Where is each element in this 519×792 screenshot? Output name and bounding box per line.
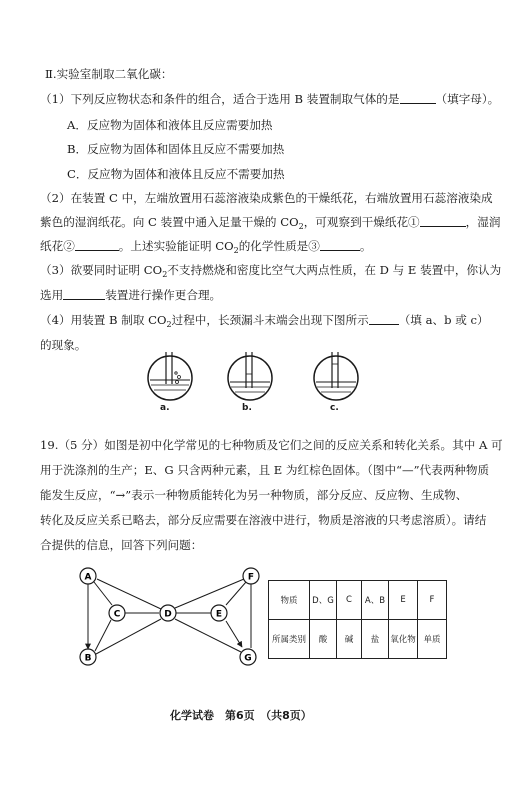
q3-line2-a: 选用 [40,288,64,302]
table-header-row [269,581,447,620]
flask-figure-a [140,352,200,402]
q4-line1-b: 过程中，长颈漏斗末端会出现下图所示 [171,313,369,327]
q1-stem-text: （1）下列反应物状态和条件的组合，适合于选用 B 装置制取气体的是 [40,92,400,106]
q4-line1-a: （4）用装置 B 制取 CO [40,313,167,327]
q1-option-b: B．反应物为固体和固体且反应不需要加热 [67,142,285,156]
q2-line1: （2）在装置 C 中，左端放置用石蕊溶液染成紫色的干燥纸花，右端放置用石蕊溶液染成 [40,191,493,205]
flask-label-b: b. [242,403,252,413]
q2-line2 [40,214,500,235]
table-cell: C [337,581,362,620]
node-d-label: D [164,609,172,620]
table-cell: D、G [310,581,337,620]
edge-d-g [175,619,241,652]
q3-line2 [40,287,221,303]
q2-line3-d: 。 [359,239,372,253]
table-cell: 物质 [269,581,310,620]
edge-a-c [94,582,112,605]
table-cell: 酸 [310,620,337,659]
q2-line2-b: ，可观察到干燥纸花① [303,215,420,229]
q2-line2-sub: 2 [298,222,304,231]
node-c [109,605,125,621]
flask-label-c: c. [330,403,339,413]
q2-line3 [40,238,371,259]
q2-line2-c: ，湿润 [465,215,501,229]
node-b [80,649,96,665]
edge-e-g [226,621,242,647]
q4-line2: 的现象。 [40,338,87,352]
edge-c-b [95,620,111,651]
node-b-label: B [84,653,92,664]
q19-line1: 19.（5 分）如图是初中化学常见的七种物质及它们之间的反应关系和转化关系。其中 A 可 [40,438,503,452]
node-c-label: C [113,609,121,620]
q3-blank[interactable] [63,288,105,300]
q2-blank-2[interactable] [75,239,119,251]
q19-line3: 能发生反应，“→”表示一种物质能转化为另一种物质，部分反应、反应物、生成物、 [40,488,468,502]
q1-option-a: A．反应物为固体和液体且反应需要加热 [67,118,273,132]
node-a-label: A [84,572,92,583]
table-cell: 碱 [337,620,362,659]
q19-line4: 转化及反应关系已略去，部分反应需要在溶液中进行，物质是溶液的只考虑溶质）。请结 [40,513,487,527]
node-g [240,649,256,665]
node-f-label: F [247,572,255,583]
classification-table [268,580,447,659]
q4-line1-sub: 2 [166,320,172,329]
node-f [243,568,259,584]
q2-line3-c: 的化学性质是③ [238,239,320,253]
q3-line1-a: （3）欲要同时证明 CO [40,263,163,277]
table-cell: E [389,581,418,620]
q2-line3-sub: 2 [233,246,239,255]
relation-diagram [70,560,270,672]
q2-blank-1[interactable] [420,215,466,227]
q19-line2: 用于洗涤剂的生产；E、G 只含两种元素，且 E 为红棕色固体。（图中“—”代表两种物质 [40,463,490,477]
table-cell: 单质 [418,620,447,659]
table-row [269,620,447,659]
q3-line1-sub: 2 [162,270,168,279]
q1-stem [40,91,499,107]
q4-line1 [40,312,489,333]
page-footer: 化学试卷 第6页 （共8页） [170,709,312,722]
q19-line5: 合提供的信息，回答下列问题： [40,538,203,552]
q2-line3-a: 纸花② [40,239,75,253]
edge-b-d [96,619,161,654]
node-a [80,568,96,584]
node-g-label: G [244,653,252,664]
edge-a-d [97,579,161,609]
q3-line2-b: 装置进行操作更合理。 [105,288,222,302]
node-e-label: E [215,609,223,620]
q2-blank-3[interactable] [320,239,360,251]
q3-line1-b: 不支持燃烧和密度比空气大两点性质，在 D 与 E 装置中，你认为 [167,263,502,277]
flask-label-a: a. [160,403,170,413]
table-cell: 所属类别 [269,620,310,659]
node-e [211,605,227,621]
q4-blank[interactable] [369,313,399,325]
flask-figure-b [220,352,280,402]
edge-d-f [175,579,244,608]
table-cell: F [418,581,447,620]
flask-figure-c [306,352,366,402]
q2-line2-a: 紫色的湿润纸花。向 C 装置中通入足量干燥的 CO [40,215,299,229]
q3-line1 [40,262,501,283]
q1-answer-blank[interactable] [400,92,436,104]
q4-line1-c: （填 a、b 或 c） [398,313,489,327]
section-title: Ⅱ.实验室制取二氧化碳： [45,67,173,81]
q1-option-c: C．反应物为固体和液体且反应不需要加热 [67,167,285,181]
q1-stem-tail: （填字母）。 [435,92,500,106]
q2-line3-b: 。上述实验能证明 CO [118,239,234,253]
table-cell: A、B [362,581,389,620]
table-cell: 盐 [362,620,389,659]
node-d [160,605,176,621]
table-cell: 氧化物 [389,620,418,659]
